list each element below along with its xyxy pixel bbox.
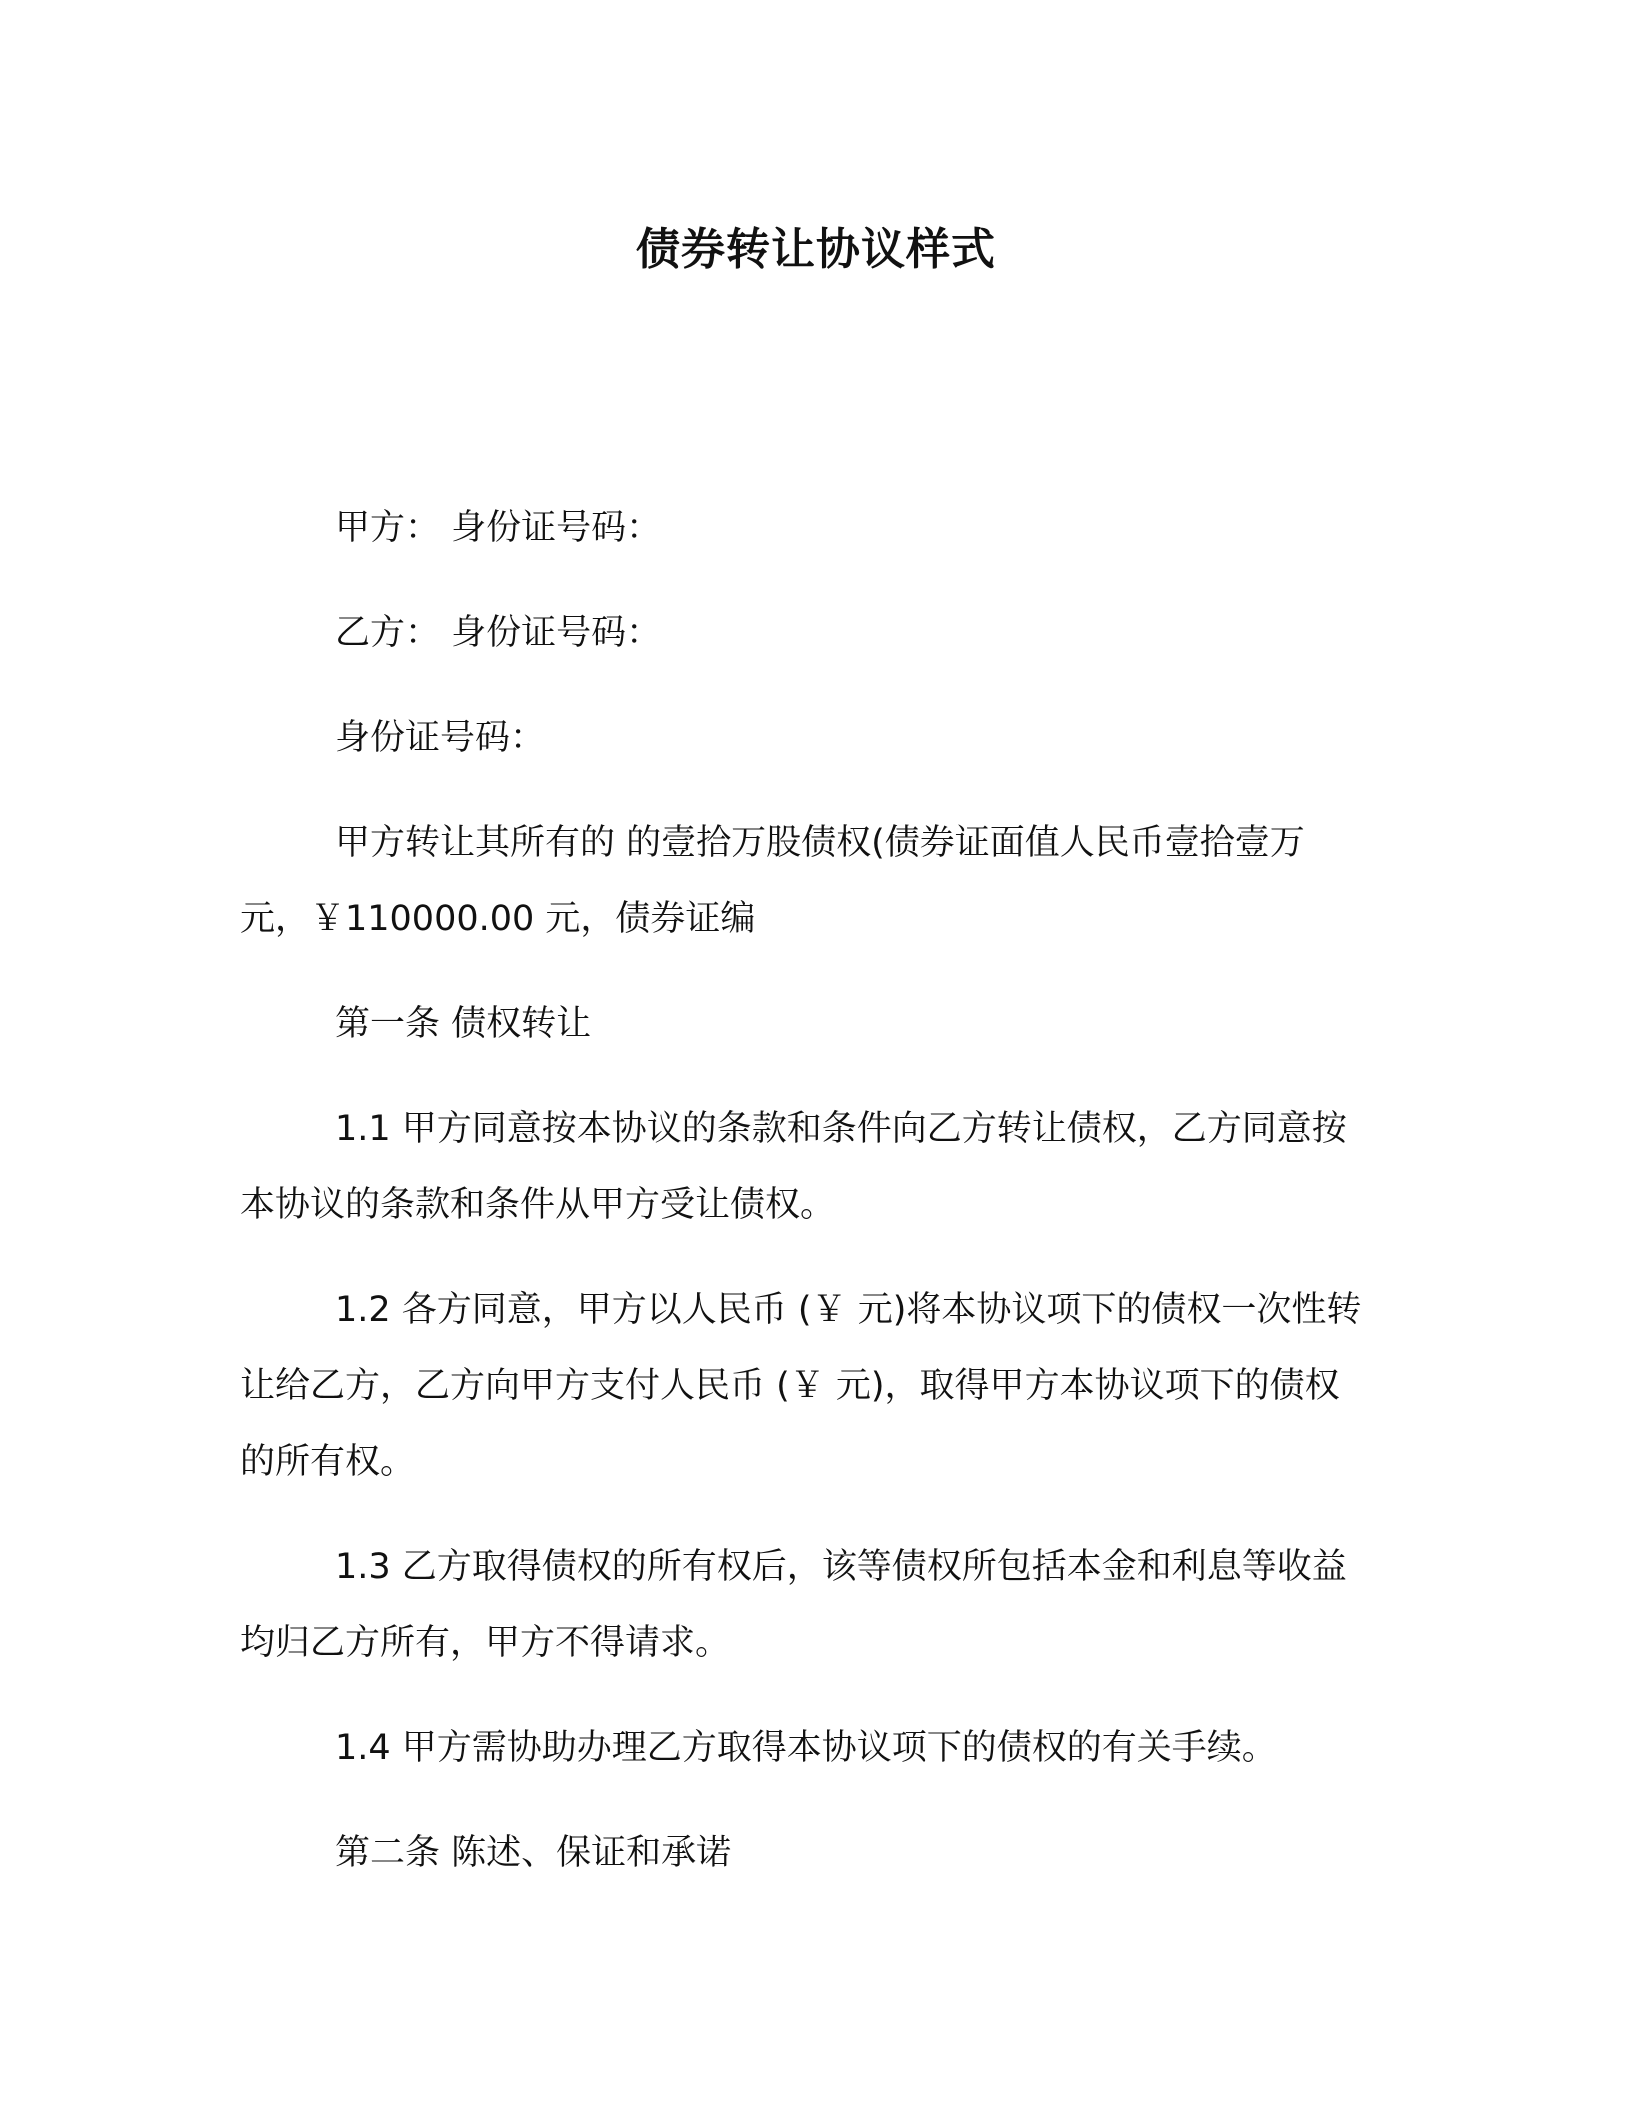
article-2-heading: 第二条 陈述、保证和承诺 [335,1833,732,1873]
clause-1-2: 1.2 各方同意，甲方以人民币 (￥ 元)将本协议项下的债权一次性转让给乙方，乙方向甲方支付人民币 (￥ 元)，取得甲方本协议项下的债权的所有权。 [240,1290,1362,1482]
document-title: 债券转让协议样式 [636,224,996,275]
party-a-line: 甲方： 身份证号码： [335,508,662,548]
document-body [240,490,1370,1920]
clause-1-4: 1.4 甲方需协助办理乙方取得本协议项下的债权的有关手续。 [335,1728,1277,1768]
clause-1-1: 1.1 甲方同意按本协议的条款和条件向乙方转让债权，乙方同意按本协议的条款和条件从甲方受让债权。 [240,1109,1347,1225]
transfer-statement: 甲方转让其所有的 的壹拾万股债权(债券证面值人民币壹拾壹万元，￥110000.00 元，债券证编 [240,823,1305,939]
clause-1-3: 1.3 乙方取得债权的所有权后，该等债权所包括本金和利息等收益均归乙方所有，甲方不得请求。 [240,1547,1347,1663]
id-number-line: 身份证号码： [335,718,546,758]
party-b-line: 乙方： 身份证号码： [335,613,662,653]
article-1-heading: 第一条 债权转让 [335,1004,592,1044]
